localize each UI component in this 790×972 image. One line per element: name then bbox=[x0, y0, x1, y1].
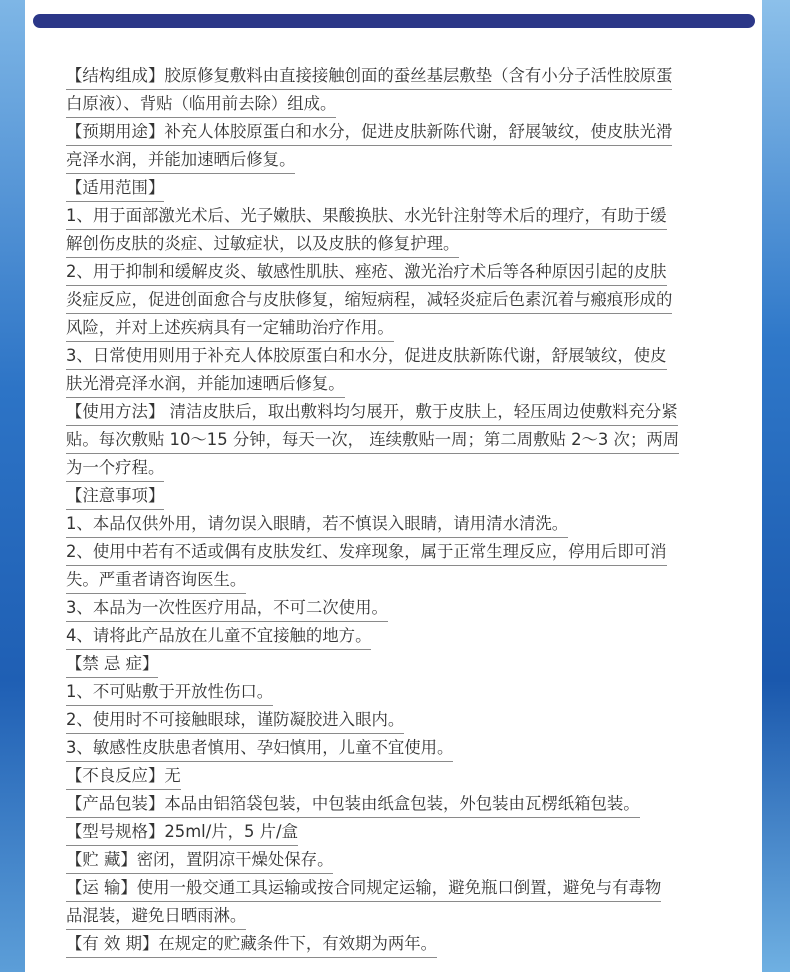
text-line: 炎症反应，促进创面愈合与皮肤修复，缩短病程，减轻炎症后色素沉着与瘢痕形成的 bbox=[66, 286, 672, 314]
text-line: 【有 效 期】在规定的贮藏条件下，有效期为两年。 bbox=[66, 930, 437, 958]
text-line: 【注意事项】 bbox=[66, 482, 164, 510]
text-line: 【结构组成】胶原修复敷料由直接接触创面的蚕丝基层敷垫（含有小分子活性胶原蛋 bbox=[66, 62, 672, 90]
right-blue-border bbox=[762, 0, 790, 972]
text-line: 【型号规格】25ml/片，5 片/盒 bbox=[66, 818, 298, 846]
text-line: 为一个疗程。 bbox=[66, 454, 164, 482]
text-line: 2、用于抑制和缓解皮炎、敏感性肌肤、痤疮、激光治疗术后等各种原因引起的皮肤 bbox=[66, 258, 667, 286]
product-instructions bbox=[66, 62, 736, 958]
left-blue-border bbox=[0, 0, 25, 972]
text-line: 【贮 藏】密闭，置阴凉干燥处保存。 bbox=[66, 846, 333, 874]
text-line: 【产品包装】本品由铝箔袋包装，中包装由纸盒包装，外包装由瓦楞纸箱包装。 bbox=[66, 790, 640, 818]
text-line: 1、用于面部激光术后、光子嫩肤、果酸换肤、水光针注射等术后的理疗，有助于缓 bbox=[66, 202, 667, 230]
text-line: 1、不可贴敷于开放性伤口。 bbox=[66, 678, 273, 706]
text-line: 4、请将此产品放在儿童不宜接触的地方。 bbox=[66, 622, 371, 650]
text-line: 亮泽水润，并能加速晒后修复。 bbox=[66, 146, 295, 174]
text-line: 2、使用时不可接触眼球，谨防凝胶进入眼内。 bbox=[66, 706, 404, 734]
text-line: 【不良反应】无 bbox=[66, 762, 181, 790]
header-accent-bar bbox=[33, 14, 755, 28]
text-line: 品混装，避免日晒雨淋。 bbox=[66, 902, 246, 930]
text-line: 解创伤皮肤的炎症、过敏症状，以及皮肤的修复护理。 bbox=[66, 230, 459, 258]
text-line: 风险，并对上述疾病具有一定辅助治疗作用。 bbox=[66, 314, 394, 342]
text-line: 【预期用途】补充人体胶原蛋白和水分，促进皮肤新陈代谢，舒展皱纹，使皮肤光滑 bbox=[66, 118, 672, 146]
text-line: 【禁 忌 症】 bbox=[66, 650, 158, 678]
text-line: 【使用方法】 清洁皮肤后，取出敷料均匀展开，敷于皮肤上，轻压周边使敷料充分紧 bbox=[66, 398, 678, 426]
text-line: 3、敏感性皮肤患者慎用、孕妇慎用，儿童不宜使用。 bbox=[66, 734, 453, 762]
text-line: 3、本品为一次性医疗用品，不可二次使用。 bbox=[66, 594, 388, 622]
text-line: 1、本品仅供外用，请勿误入眼睛，若不慎误入眼睛，请用清水清洗。 bbox=[66, 510, 568, 538]
text-line: 肤光滑亮泽水润，并能加速晒后修复。 bbox=[66, 370, 345, 398]
text-line: 贴。每次敷贴 10～15 分钟，每天一次， 连续敷贴一周；第二周敷贴 2～3 次；两周 bbox=[66, 426, 679, 454]
text-line: 2、使用中若有不适或偶有皮肤发红、发痒现象，属于正常生理反应，停用后即可消 bbox=[66, 538, 667, 566]
text-line: 【适用范围】 bbox=[66, 174, 164, 202]
text-line: 【运 输】使用一般交通工具运输或按合同规定运输，避免瓶口倒置，避免与有毒物 bbox=[66, 874, 661, 902]
text-line: 3、日常使用则用于补充人体胶原蛋白和水分，促进皮肤新陈代谢，舒展皱纹，使皮 bbox=[66, 342, 667, 370]
text-line: 白原液）、背贴（临用前去除）组成。 bbox=[66, 90, 336, 118]
text-line: 失。严重者请咨询医生。 bbox=[66, 566, 246, 594]
